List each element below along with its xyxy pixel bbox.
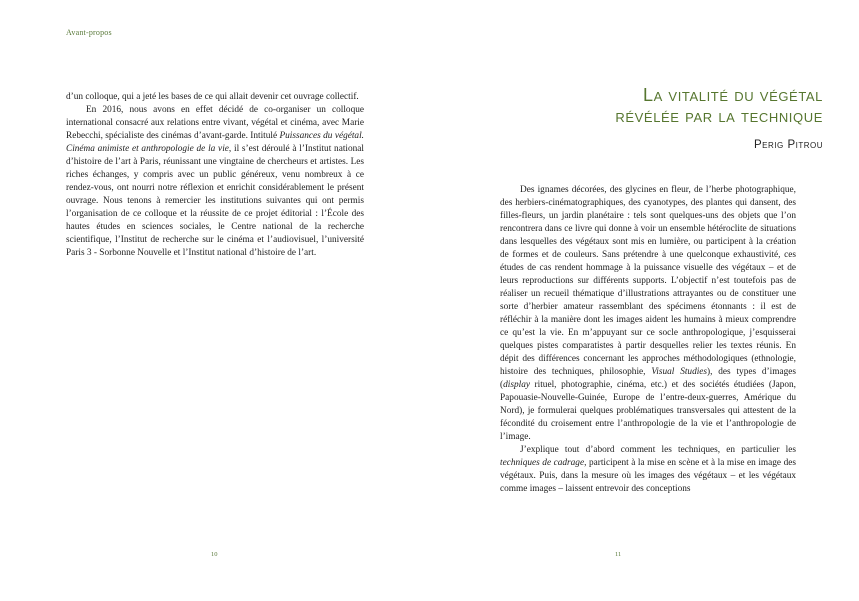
paragraph-text: En 2016, nous avons en effet décidé de co-organiser un colloque international consacré aux relations entre vivant, végétal et cinéma, avec Marie Rebecchi, spécialiste des cinémas d’avant-garde. Intitulé <box>66 105 364 141</box>
italic-text: display <box>503 380 530 390</box>
page-number-left: 10 <box>211 551 218 558</box>
right-body-text <box>500 184 796 496</box>
paragraph-text: , participent à la mise en scène et à la mise en image des végétaux. Puis, dans la mesure où les images des végétaux – et les végétaux comme images – laissent entrevoir des conceptions <box>500 458 796 494</box>
running-head: Avant-propos <box>66 28 112 37</box>
paragraph-text: rituel, photographie, cinéma, etc.) et des sociétés étudiées (Japon, Papouasie-Nouvelle-Guinée, Europe de l’entre-deux-guerres, Amérique du Nord), je formulerai quelques problématiques transversales qui attestent de la fécondité du croisement entre l’anthropologie de la vie et l’anthropologie de l’image. <box>500 380 796 442</box>
author-name: Perig Pitrou <box>754 139 823 151</box>
paragraph <box>500 184 796 444</box>
paragraph-text: Des ignames décorées, des glycines en fleur, de l’herbe photographique, des herbiers-cinématographiques, des cyanotypes, des plantes qui dansent, des filles-fleurs, un jardin planétaire : tels sont quelques-uns des objets que l’on rencontrera dans ce livre qui donne à voir un ensemble hétéroclite de situations dans lesquelles des végétaux sont mis en lumière, ou participent à la création de formes et de couleurs. Sans prétendre à une quelconque exhaustivité, ces études de cas rendent hommage à la puissance visuelle des végétaux – et de leurs reproductions sur différents supports. L’objectif n’est toutefois pas de réaliser un recueil thématique d’illustrations attrayantes ou de constituer une sorte d’herbier amateur rassemblant des spécimens étonnants : il est de réfléchir à la manière dont les images aident les humains à mieux comprendre ce qu’est la vie. En m’appuyant sur ce socle anthropologique, j’esquisserai quelques pistes comparatistes à partir desquelles relier les textes réunis. En dépit des différences concernant les approches méthodologiques (ethnologie, histoire des techniques, philosophie, <box>500 185 796 377</box>
paragraph-text: J’explique tout d’abord comment les techniques, en particulier les <box>520 445 796 455</box>
chapter-title-line-2: révélée par la technique <box>615 106 823 126</box>
chapter-title-line-1: La vitalité du végétal <box>642 85 823 105</box>
paragraph <box>66 91 364 104</box>
paragraph <box>66 104 364 260</box>
paragraph-text: d’un colloque, qui a jeté les bases de ce qui allait devenir cet ouvrage collectif. <box>66 92 359 102</box>
paragraph <box>500 444 796 496</box>
italic-text: Visual Studies <box>651 367 708 377</box>
paragraph-text: ), des types d’images ( <box>500 367 796 390</box>
italic-text: Puissances du végétal. Cinéma animiste et anthropologie de la vie <box>66 131 364 154</box>
italic-text: techniques de cadrage <box>500 458 585 468</box>
left-body-text <box>66 91 364 260</box>
page-number-right: 11 <box>615 551 622 558</box>
chapter-title <box>493 85 823 127</box>
right-page <box>430 0 859 601</box>
paragraph-text: , il s’est déroulé à l’Institut national d’histoire de l’art à Paris, réunissant une vingtaine de chercheurs et artistes. Les riches échanges, y compris avec un public généreux, venu nombreux à ce rendez-vous, ont nourri notre réflexion et enrichit considérablement le présent ouvrage. Nous tenons à remercier les institutions suivantes qui ont permis l’organisation de ce colloque et la réussite de ce projet éditorial : l’École des hautes études en sciences sociales, le Centre national de la recherche scientifique, l’Institut de recherche sur le cinéma et l’audiovisuel, l’université Paris 3 - Sorbonne Nouvelle et l’Institut national d’histoire de l’art. <box>66 144 364 258</box>
